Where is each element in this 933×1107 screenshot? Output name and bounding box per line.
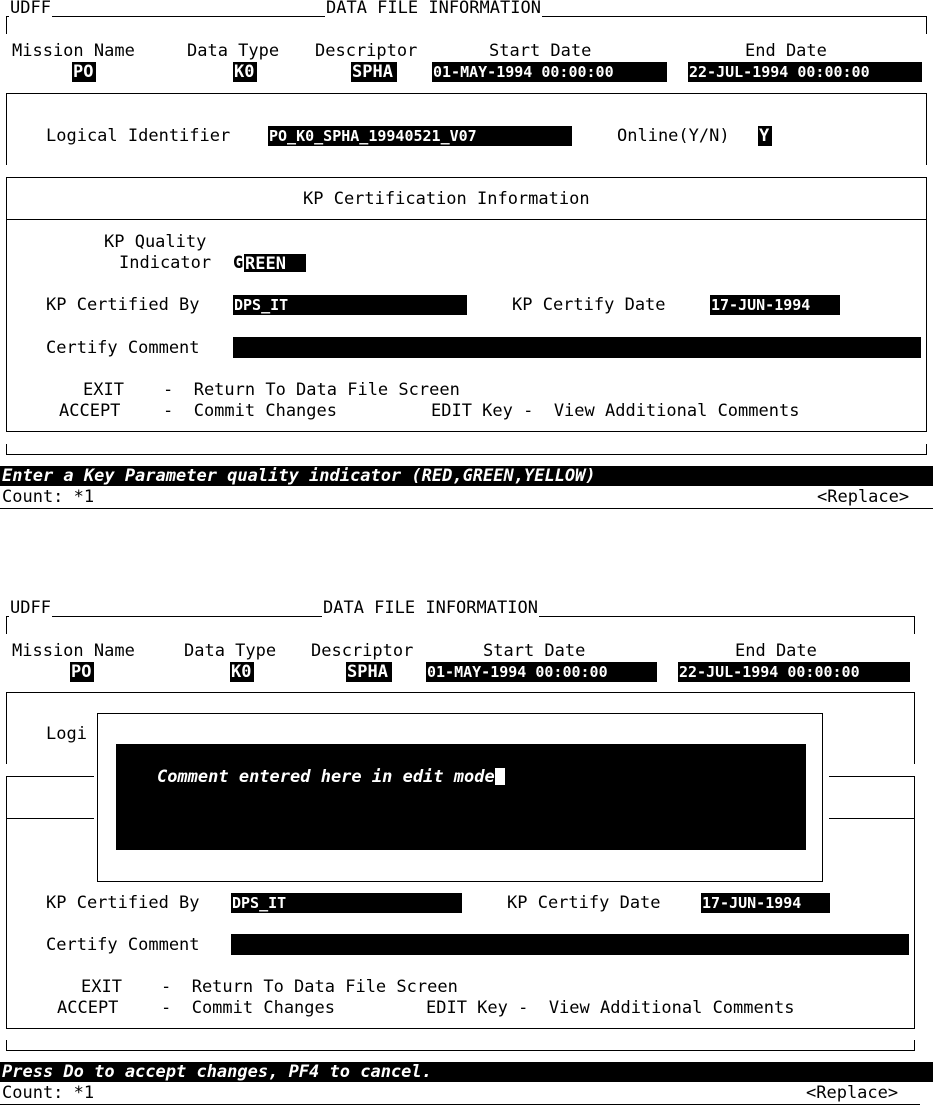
edit-key-description: EDIT Key - View Additional Comments bbox=[431, 401, 800, 421]
kp-box-top-right bbox=[829, 776, 915, 777]
kp-certified-by-field[interactable]: DPS_IT bbox=[233, 295, 467, 315]
text-cursor bbox=[495, 768, 505, 785]
kp-certify-date-label: KP Certify Date bbox=[507, 893, 661, 913]
header-mission-name: Mission Name bbox=[12, 641, 135, 661]
kp-indicator-label: Indicator bbox=[119, 253, 212, 273]
kp-title-divider-left bbox=[6, 818, 94, 819]
kp-title-divider-right bbox=[829, 818, 915, 819]
kp-box-bottom bbox=[6, 1028, 915, 1029]
certify-comment-label: Certify Comment bbox=[46, 338, 200, 358]
accept-description: - Commit Changes bbox=[161, 998, 335, 1018]
header-data-type: Data Type bbox=[184, 641, 277, 661]
kp-box-right bbox=[914, 776, 915, 1029]
frame-right-border bbox=[926, 16, 927, 34]
mode-indicator: <Replace> bbox=[817, 487, 910, 507]
header-start-date: Start Date bbox=[483, 641, 586, 661]
frame-left-border bbox=[6, 93, 7, 165]
mission-name-field[interactable]: PO bbox=[70, 662, 94, 682]
exit-key-label: EXIT bbox=[81, 977, 122, 997]
kp-certify-date-field[interactable]: 17-JUN-1994 bbox=[701, 893, 830, 913]
start-date-field[interactable]: 01-MAY-1994 00:00:00 bbox=[432, 62, 667, 82]
bracket-left bbox=[6, 1040, 7, 1050]
data-type-field[interactable]: K0 bbox=[233, 62, 257, 82]
count-indicator: Count: *1 bbox=[2, 487, 95, 507]
bracket-right bbox=[914, 1040, 915, 1050]
kp-title-divider bbox=[6, 219, 927, 220]
mode-indicator: <Replace> bbox=[806, 1083, 899, 1103]
frame-title: DATA FILE INFORMATION bbox=[323, 598, 538, 618]
certify-comment-field[interactable] bbox=[231, 934, 909, 955]
kp-box-right bbox=[926, 177, 927, 432]
frame-left-label: UDFF bbox=[10, 598, 51, 618]
count-indicator: Count: *1 bbox=[2, 1083, 95, 1103]
kp-certified-by-label: KP Certified By bbox=[46, 893, 200, 913]
bracket-bottom bbox=[6, 454, 927, 455]
online-label: Online(Y/N) bbox=[617, 126, 730, 146]
divider bbox=[6, 93, 927, 94]
mission-name-field[interactable]: PO bbox=[72, 62, 96, 82]
header-end-date: End Date bbox=[745, 41, 827, 61]
exit-description: - Return To Data File Screen bbox=[163, 380, 460, 400]
header-mission-name: Mission Name bbox=[12, 41, 135, 61]
online-field[interactable]: Y bbox=[758, 126, 772, 146]
edit-key-description: EDIT Key - View Additional Comments bbox=[426, 998, 795, 1018]
frame-right-border bbox=[914, 692, 915, 764]
status-message: Press Do to accept changes, PF4 to cancel. bbox=[0, 1062, 933, 1082]
frame-left-border bbox=[6, 692, 7, 764]
kp-certify-date-label: KP Certify Date bbox=[512, 295, 666, 315]
kp-box-top bbox=[6, 177, 927, 178]
frame-title: DATA FILE INFORMATION bbox=[326, 0, 541, 18]
descriptor-field[interactable]: SPHA bbox=[351, 62, 397, 82]
frame-right-border bbox=[926, 93, 927, 165]
frame-left-label: UDFF bbox=[10, 0, 51, 18]
header-end-date: End Date bbox=[735, 641, 817, 661]
frame-left-border bbox=[6, 16, 7, 34]
logical-identifier-label: Logical Identifier bbox=[46, 126, 231, 146]
end-date-field[interactable]: 22-JUL-1994 00:00:00 bbox=[688, 62, 922, 82]
accept-key-label: ACCEPT bbox=[59, 401, 121, 421]
kp-box-bottom bbox=[6, 431, 927, 432]
logical-identifier-label-partial: Logi bbox=[46, 724, 87, 744]
data-type-field[interactable]: K0 bbox=[230, 662, 254, 682]
certify-comment-field[interactable] bbox=[233, 337, 921, 358]
accept-key-label: ACCEPT bbox=[57, 998, 119, 1018]
kp-certified-by-label: KP Certified By bbox=[46, 295, 200, 315]
kp-title: KP Certification Information bbox=[303, 189, 590, 209]
start-date-field[interactable]: 01-MAY-1994 00:00:00 bbox=[426, 662, 657, 682]
kp-quality-cursor-char: G bbox=[233, 253, 244, 273]
kp-certified-by-field[interactable]: DPS_IT bbox=[231, 893, 462, 913]
logical-identifier-field[interactable]: PO_K0_SPHA_19940521_V07 bbox=[268, 126, 572, 146]
exit-description: - Return To Data File Screen bbox=[161, 977, 458, 997]
header-descriptor: Descriptor bbox=[315, 41, 418, 61]
bracket-left bbox=[6, 444, 7, 454]
frame-left-border bbox=[6, 616, 7, 634]
screen-bottom-line bbox=[0, 1104, 920, 1105]
header-start-date: Start Date bbox=[489, 41, 592, 61]
descriptor-field[interactable]: SPHA bbox=[346, 662, 392, 682]
screen-bottom-line bbox=[0, 508, 933, 509]
comment-edit-area[interactable] bbox=[116, 744, 806, 850]
header-data-type: Data Type bbox=[187, 41, 280, 61]
status-message: Enter a Key Parameter quality indicator (RED,GREEN,YELLOW) bbox=[0, 466, 933, 486]
kp-quality-label: KP Quality bbox=[104, 232, 207, 252]
exit-key-label: EXIT bbox=[83, 380, 124, 400]
frame-right-border bbox=[914, 616, 915, 634]
certify-comment-label: Certify Comment bbox=[46, 935, 200, 955]
kp-quality-field[interactable]: REEN bbox=[244, 254, 306, 272]
kp-box-top-left bbox=[6, 776, 94, 777]
bracket-right bbox=[926, 444, 927, 454]
kp-certify-date-field[interactable]: 17-JUN-1994 bbox=[710, 295, 840, 315]
divider bbox=[6, 692, 915, 693]
bracket-bottom bbox=[6, 1050, 915, 1051]
kp-box-left bbox=[6, 776, 7, 1029]
header-descriptor: Descriptor bbox=[311, 641, 414, 661]
accept-description: - Commit Changes bbox=[163, 401, 337, 421]
kp-box-left bbox=[6, 177, 7, 432]
comment-edit-text: Comment entered here in edit mode bbox=[156, 767, 495, 787]
end-date-field[interactable]: 22-JUL-1994 00:00:00 bbox=[678, 662, 910, 682]
